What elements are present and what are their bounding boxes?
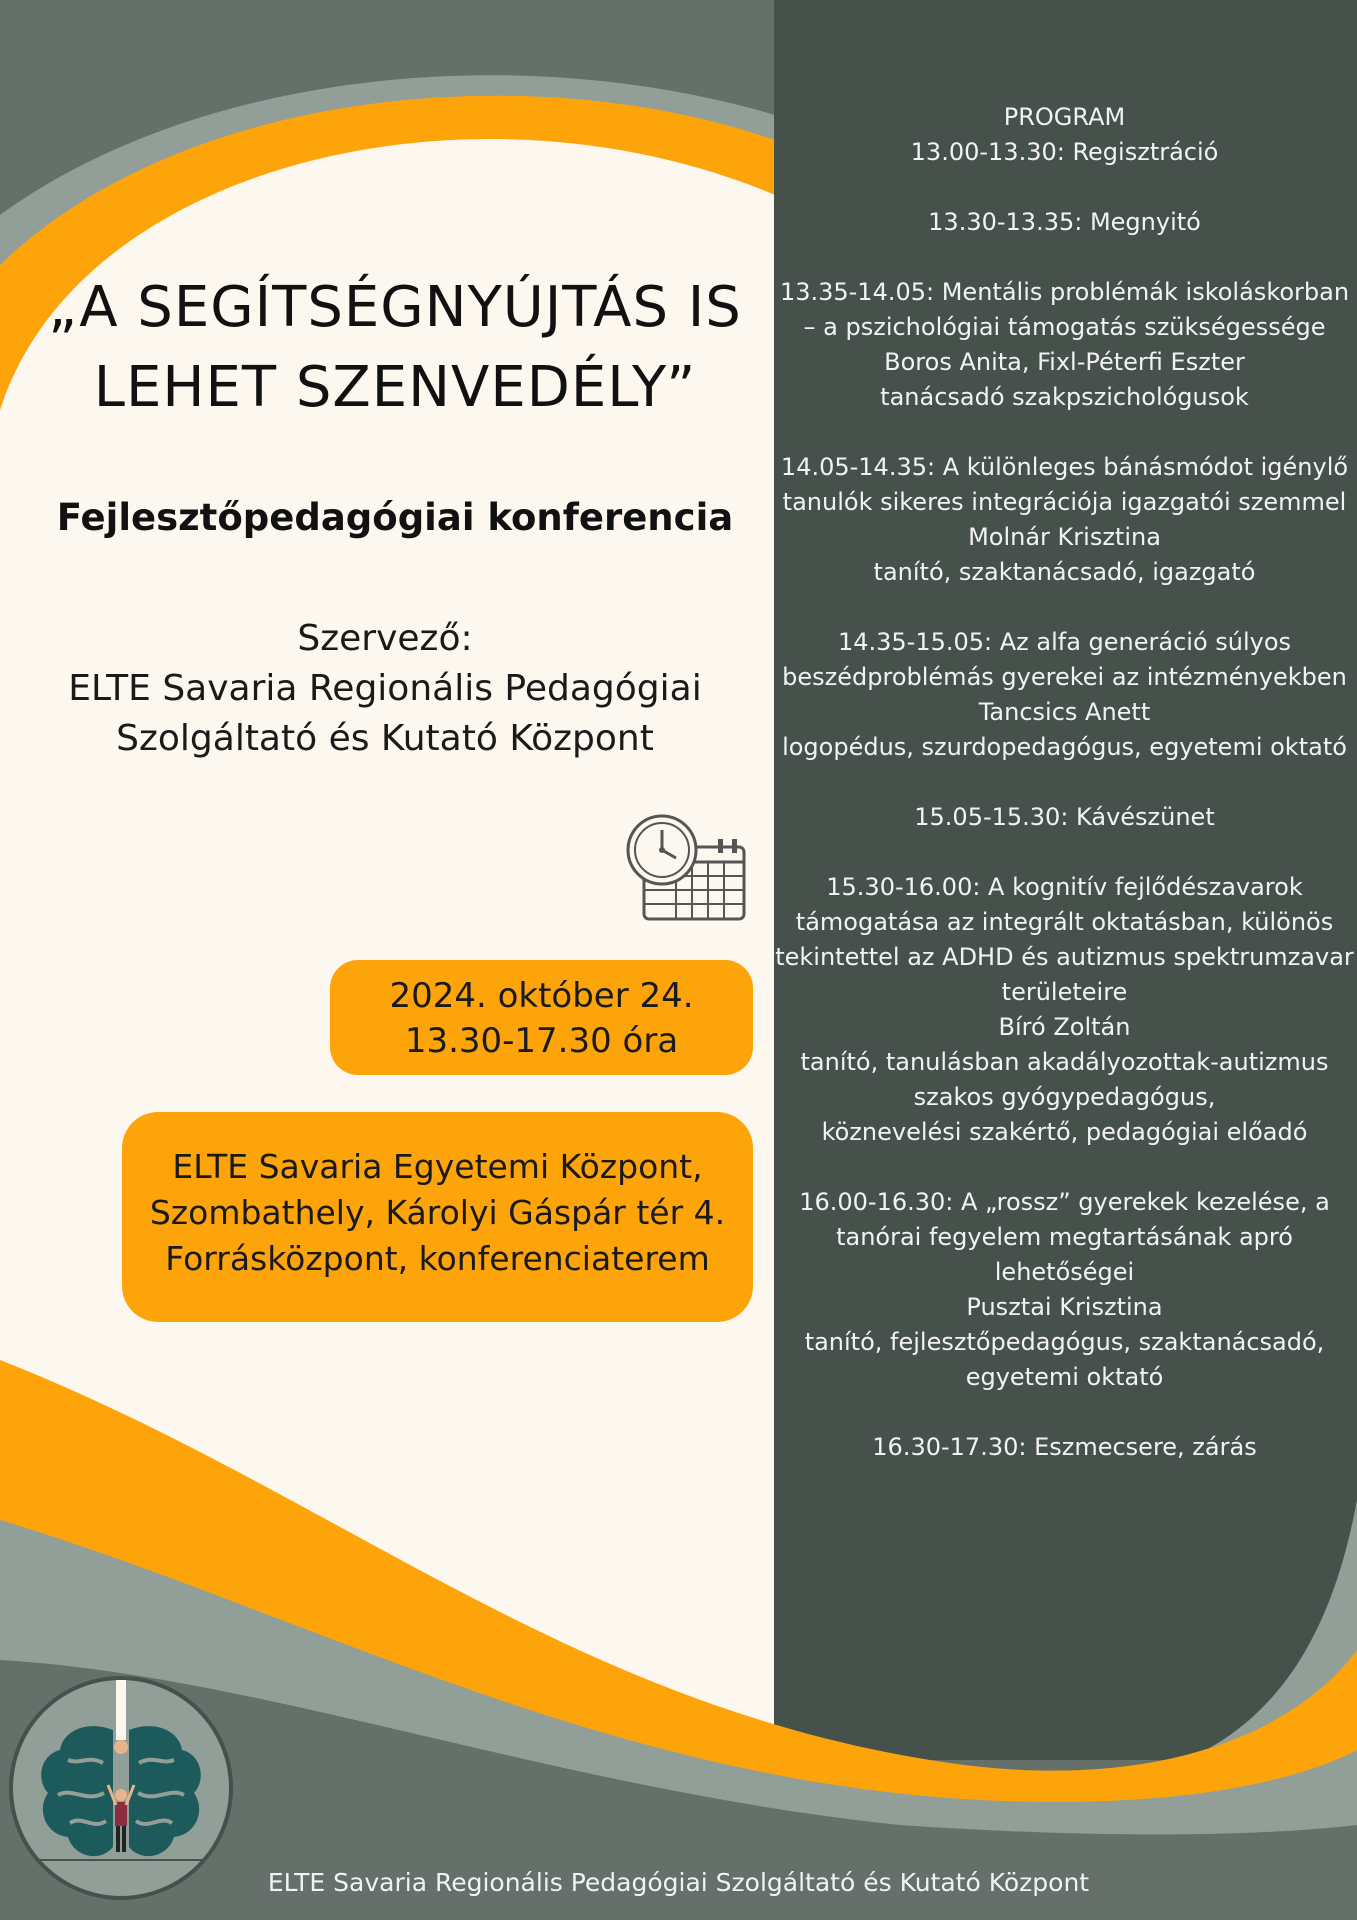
- venue-line-2: Szombathely, Károlyi Gáspár tér 4.: [149, 1193, 726, 1232]
- organizer-block: [30, 614, 740, 764]
- footer-text: ELTE Savaria Regionális Pedagógiai Szolgáltató és Kutató Központ: [267, 1868, 1090, 1897]
- conference-subtitle: Fejlesztőpedagógiai konferencia: [56, 496, 734, 539]
- event-time: 13.30-17.30 óra: [404, 1021, 679, 1061]
- program-heading: PROGRAM: [1003, 103, 1126, 131]
- venue-line-1: ELTE Savaria Egyetemi Központ,: [172, 1147, 703, 1186]
- organizer-line-2: Szolgáltató és Kutató Központ: [116, 718, 654, 759]
- clock-calendar-icon: [626, 812, 752, 924]
- program-schedule: 13.00-13.30: Regisztráció 13.30-13.35: Megnyitó 13.35-14.05: Mentális problémák iskoláskorban – a pszichológiai támogatás szükségessége Boros Anita, Fixl-Péterfi Eszter tanácsadó szakpszichológusok 14.05-14.35: A különleges bánásmódot igénylő tanulók sikeres integrációja igazgatói szemmel Molnár Krisztina tanító, szaktanácsadó, igazgató 14.35-15.05: Az alfa generáció súlyos beszédproblémás gyerekei az intézményekben Tancsics Anett logopédus, szurdopedagógus, egyetemi oktató 15.05-15.30: Kávészünet 15.30-16.00: A kognitív fejlődészavarok támogatása az integrált oktatásban, különös tekintettel az ADHD és autizmus spektrumzavar területeire Bíró Zoltán tanító, tanulásban akadályozottak-autizmus szakos gyógypedagógus, köznevelési szakértő, pedagógiai előadó 16.00-16.30: A „rossz” gyerekek kezelése, a tanórai fegyelem megtartásának apró lehetőségei Pusztai Krisztina tanító, fejlesztőpedagógus, szaktanácsadó, egyetemi oktató 16.30-17.30: Eszmecsere, zárás: [775, 138, 1354, 1461]
- poster-title: „A SEGÍTSÉGNYÚJTÁS IS LEHET SZENVEDÉLY”: [48, 275, 742, 420]
- date-box: [330, 960, 753, 1075]
- venue-box: [122, 1112, 753, 1322]
- event-date: 2024. október 24.: [389, 976, 694, 1016]
- venue-line-3: Forrásközpont, konferenciaterem: [165, 1239, 710, 1278]
- program-panel: [772, 100, 1357, 1465]
- organizer-line-1: ELTE Savaria Regionális Pedagógiai: [68, 668, 702, 709]
- organizer-label: Szervező:: [297, 618, 473, 659]
